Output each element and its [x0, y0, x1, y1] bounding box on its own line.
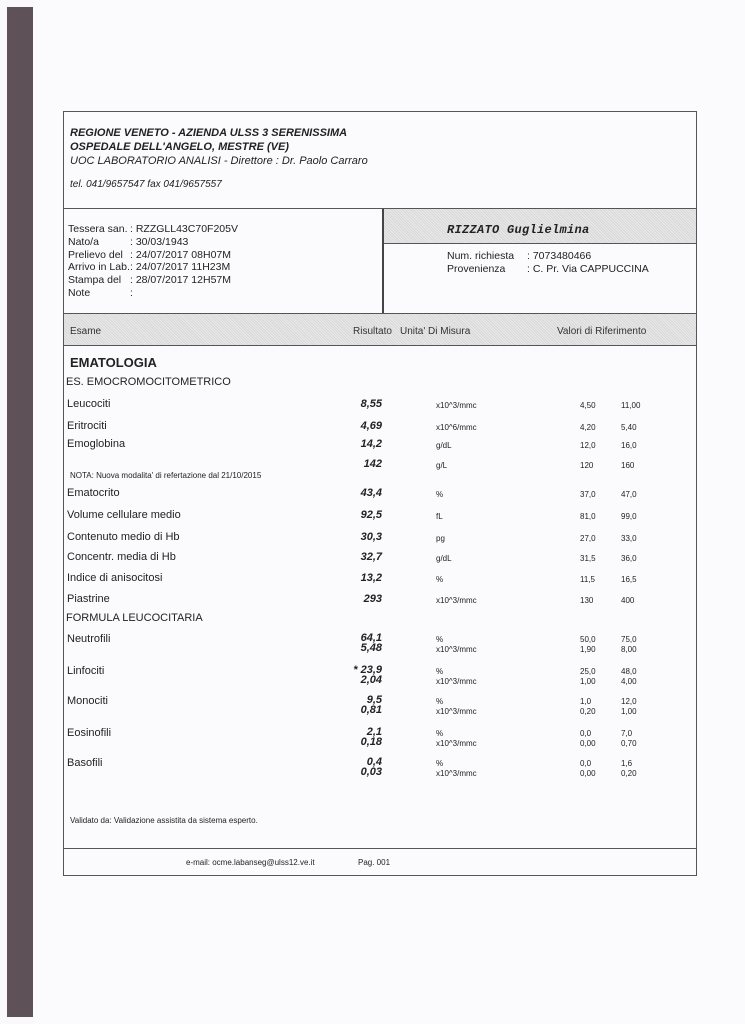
patient-field: Nato/a : 30/03/1943 [68, 235, 189, 248]
reference-high-absolute: 0,20 [621, 769, 637, 778]
result-row [64, 593, 696, 607]
patient-identity [384, 209, 696, 313]
unit: g/dL [436, 441, 452, 450]
reference-low-absolute: 0,20 [580, 707, 596, 716]
unit: x10^3/mmc [436, 596, 477, 605]
unit: x10^3/mmc [436, 401, 477, 410]
note: NOTA: Nuova modalita' di refertazione dal 21/10/2015 [70, 471, 262, 480]
reference-low-absolute: 1,00 [580, 677, 596, 686]
reference-low: 4,20 [580, 423, 596, 432]
patient-field: Stampa del : 28/07/2017 12H57M [68, 274, 231, 287]
reference-low: 31,5 [580, 554, 596, 563]
reference-high-absolute: 0,70 [621, 739, 637, 748]
reference-low-percent: 25,0 [580, 667, 596, 676]
patient-name: RIZZATO Guglielmina [384, 209, 696, 244]
unit [436, 759, 477, 779]
validation-note: Validato da: Validazione assistita da sistema esperto. [70, 816, 258, 825]
patient-field: Arrivo in Lab. : 24/07/2017 11H23M [68, 261, 231, 274]
result-value [320, 695, 382, 715]
unit: % [436, 575, 444, 584]
exam-name: Eritrociti [67, 420, 107, 432]
result-value-percent: 9,5 [366, 694, 382, 706]
reference-low-absolute: 0,00 [580, 769, 596, 778]
result-row [64, 438, 696, 452]
result-row [64, 398, 696, 412]
result-value: 293 [363, 593, 382, 605]
result-value [320, 633, 382, 653]
reference-low-percent: 1,0 [580, 697, 592, 706]
unit-absolute: x10^3/mmc [436, 769, 477, 778]
unit-percent: % [436, 697, 444, 706]
reference-low [580, 759, 596, 779]
exam-name: Basofili [67, 757, 103, 769]
result-value: 13,2 [360, 572, 382, 584]
unit: g/dL [436, 554, 452, 563]
hospital-name: OSPEDALE DELL'ANGELO, MESTRE (VE) [70, 141, 289, 153]
reference-high-absolute: 4,00 [621, 677, 637, 686]
result-value-absolute: 0,18 [360, 736, 382, 748]
exam-name: Concentr. media di Hb [67, 551, 176, 563]
results-column-header [63, 313, 697, 346]
reference-low: 130 [580, 596, 594, 605]
result-row [64, 551, 696, 565]
reference-high [621, 697, 637, 717]
result-row [64, 487, 696, 501]
reference-low: 4,50 [580, 401, 596, 410]
result-value [320, 757, 382, 777]
unit [436, 729, 477, 749]
unit: x10^6/mmc [436, 423, 477, 432]
page-footer [63, 848, 697, 876]
unit [436, 667, 477, 687]
result-value: 32,7 [360, 551, 382, 563]
column-unit: Unita' Di Misura [400, 326, 471, 337]
differential-row [64, 727, 696, 749]
lab-contacts: tel. 041/9657547 fax 041/9657557 [70, 179, 222, 190]
reference-high: 160 [621, 461, 635, 470]
reference-low-percent: 0,0 [580, 729, 592, 738]
reference-high: 400 [621, 596, 635, 605]
unit-absolute: x10^3/mmc [436, 677, 477, 686]
reference-high: 5,40 [621, 423, 637, 432]
reference-low [580, 697, 596, 717]
exam-name: Piastrine [67, 593, 110, 605]
reference-low-absolute: 0,00 [580, 739, 596, 748]
result-value: 142 [363, 458, 382, 470]
column-reference: Valori di Riferimento [557, 326, 647, 337]
reference-low [580, 729, 596, 749]
unit: g/L [436, 461, 448, 470]
reference-low-percent: 50,0 [580, 635, 596, 644]
unit-percent: % [436, 729, 444, 738]
reference-high-absolute: 1,00 [621, 707, 637, 716]
unit-absolute: x10^3/mmc [436, 739, 477, 748]
reference-low [580, 635, 596, 655]
footer-email: e-mail: ocme.labanseg@ulss12.ve.it [186, 858, 315, 867]
results-body [63, 345, 697, 849]
result-value-percent: 64,1 [360, 632, 382, 644]
reference-low-absolute: 1,90 [580, 645, 596, 654]
result-value-percent: 0,4 [366, 756, 382, 768]
reference-high: 11,00 [621, 401, 641, 410]
unit: % [436, 490, 444, 499]
exam-name: Contenuto medio di Hb [67, 531, 180, 543]
patient-field: Tessera san. : RZZGLL43C70F205V [68, 223, 238, 235]
differential-row [64, 665, 696, 687]
result-value: 30,3 [360, 531, 382, 543]
result-value-absolute: 2,04 [360, 674, 382, 686]
reference-high: 99,0 [621, 512, 637, 521]
exam-name: Volume cellulare medio [67, 509, 181, 521]
result-row [64, 572, 696, 586]
section-title: EMATOLOGIA [70, 355, 157, 370]
patient-block [63, 208, 697, 314]
exam-name: Neutrofili [67, 633, 111, 645]
reference-high [621, 759, 637, 779]
result-value [320, 665, 382, 685]
request-number: Num. richiesta : 7073480466 [447, 250, 592, 262]
reference-high [621, 667, 637, 687]
reference-high: 33,0 [621, 534, 637, 543]
result-value: 14,2 [360, 438, 382, 450]
request-origin: Provenienza : C. Pr. Via CAPPUCCINA [447, 262, 649, 275]
subsection-formula: FORMULA LEUCOCITARIA [66, 612, 203, 624]
reference-low: 12,0 [580, 441, 596, 450]
page-number: Pag. 001 [358, 858, 391, 867]
reference-low [580, 667, 596, 687]
result-row [64, 531, 696, 545]
reference-low: 27,0 [580, 534, 596, 543]
region-name: REGIONE VENETO - AZIENDA ULSS 3 SERENISSIMA [70, 127, 348, 139]
reference-high [621, 729, 637, 749]
result-value: 8,55 [360, 398, 382, 410]
reference-low: 120 [580, 461, 594, 470]
reference-high: 16,5 [621, 575, 637, 584]
exam-name: Emoglobina [67, 438, 126, 450]
reference-high-percent: 7,0 [621, 729, 633, 738]
unit-percent: % [436, 667, 444, 676]
result-value: 43,4 [360, 487, 382, 499]
result-value-absolute: 0,81 [360, 704, 382, 716]
result-value [320, 727, 382, 747]
lab-director: UOC LABORATORIO ANALISI - Direttore : Dr. Paolo Carraro [70, 155, 368, 167]
result-row [64, 458, 696, 472]
reference-high-percent: 75,0 [621, 635, 637, 644]
unit-absolute: x10^3/mmc [436, 707, 477, 716]
exam-name: Leucociti [67, 398, 111, 410]
lab-header [63, 111, 697, 209]
reference-high: 47,0 [621, 490, 637, 499]
reference-high: 16,0 [621, 441, 637, 450]
result-row [64, 420, 696, 434]
result-value-percent: 2,1 [366, 726, 382, 738]
unit: fL [436, 512, 443, 521]
unit-absolute: x10^3/mmc [436, 645, 477, 654]
reference-low-percent: 0,0 [580, 759, 592, 768]
differential-row [64, 633, 696, 655]
patient-field: Prelievo del : 24/07/2017 08H07M [68, 248, 231, 261]
exam-name: Eosinofili [67, 727, 112, 739]
exam-name: Monociti [67, 695, 108, 707]
exam-name: Indice di anisocitosi [67, 572, 163, 584]
reference-high [621, 635, 637, 655]
reference-low: 81,0 [580, 512, 596, 521]
result-value-absolute: 5,48 [360, 642, 382, 654]
column-result: Risultato [353, 326, 392, 337]
exam-name: Ematocrito [67, 487, 120, 499]
patient-field: Note : [68, 286, 133, 299]
subsection-emocromo: ES. EMOCROMOCITOMETRICO [66, 376, 231, 388]
unit-percent: % [436, 759, 444, 768]
reference-high-percent: 1,6 [621, 759, 633, 768]
unit [436, 635, 477, 655]
reference-high-absolute: 8,00 [621, 645, 637, 654]
reference-low: 11,5 [580, 575, 595, 584]
unit: pg [436, 534, 445, 543]
result-value: 92,5 [360, 509, 382, 521]
reference-high-percent: 12,0 [621, 697, 637, 706]
unit-percent: % [436, 635, 444, 644]
column-exam: Esame [70, 326, 102, 337]
differential-row [64, 695, 696, 717]
reference-low: 37,0 [580, 490, 596, 499]
result-value-percent: * 23,9 [353, 664, 382, 676]
result-value-absolute: 0,03 [360, 766, 382, 778]
result-row [64, 509, 696, 523]
result-value: 4,69 [360, 420, 382, 432]
unit [436, 697, 477, 717]
differential-row [64, 757, 696, 779]
reference-high: 36,0 [621, 554, 637, 563]
reference-high-percent: 48,0 [621, 667, 637, 676]
scanner-edge-strip [7, 7, 33, 1017]
patient-details [64, 209, 384, 313]
exam-name: Linfociti [67, 665, 105, 677]
